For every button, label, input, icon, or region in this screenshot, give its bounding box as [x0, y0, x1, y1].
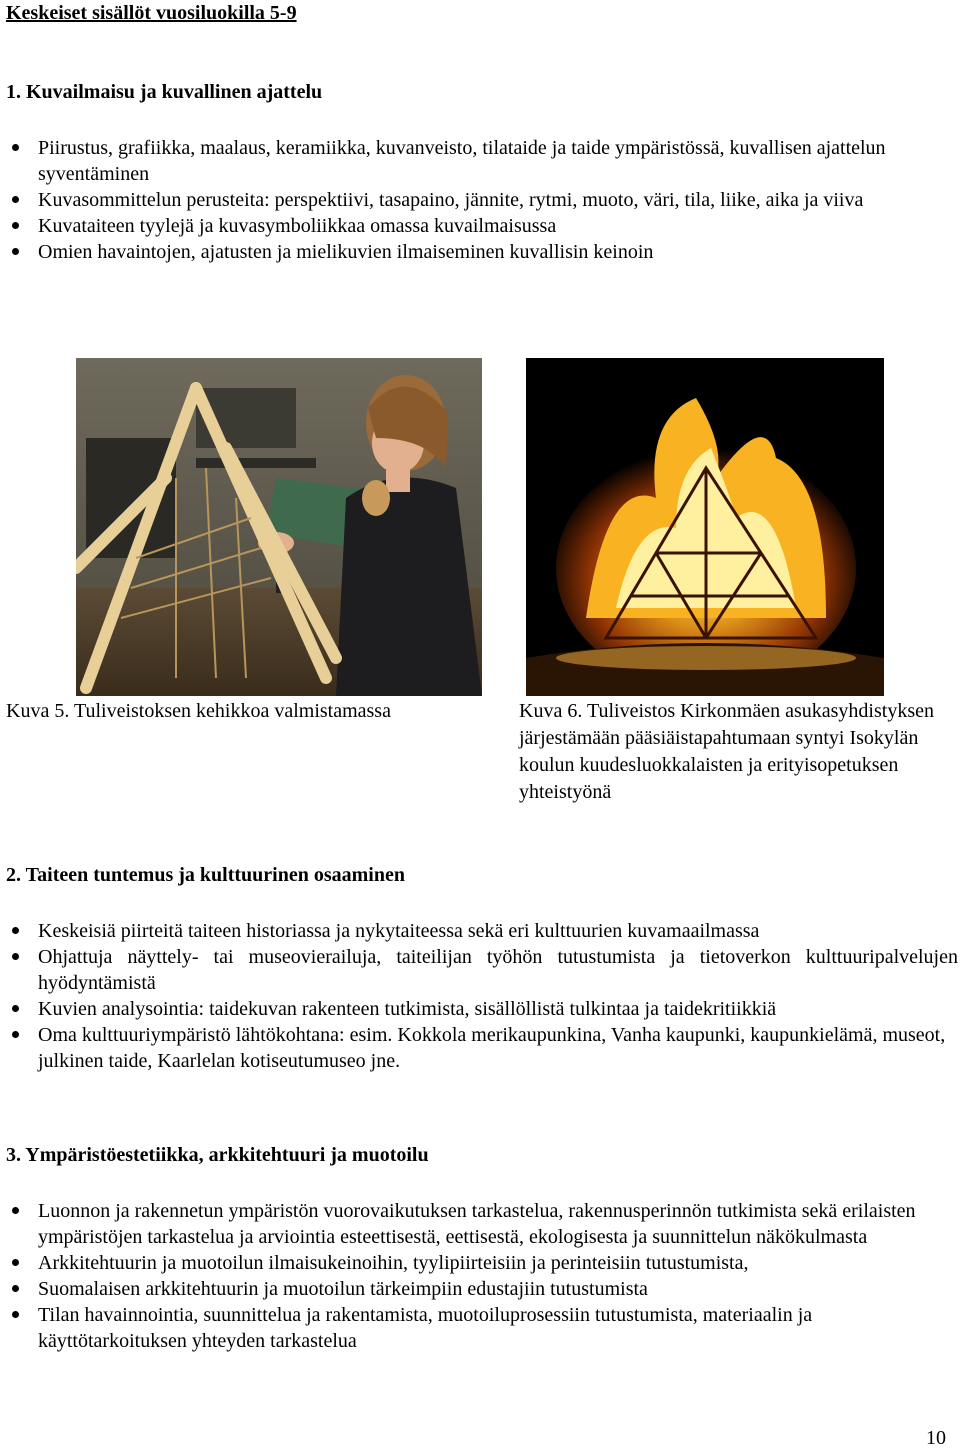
list-item: Suomalaisen arkkitehtuurin ja muotoilun tärkeimpiin edustajiin tutustumista [6, 1276, 946, 1302]
photo-kuva-5 [76, 358, 482, 696]
section-2-heading: 2. Taiteen tuntemus ja kulttuurinen osaaminen [6, 864, 405, 886]
section-3-heading: 3. Ympäristöestetiikka, arkkitehtuuri ja muotoilu [6, 1144, 429, 1166]
bullet-icon [12, 1259, 19, 1266]
list-item: Oma kulttuuriympäristö lähtökohtana: esim. Kokkola merikaupunkina, Vanha kaupunki, kaupunkielämä, museot, julkinen taide, Kaarlelan kotiseutumuseo jne. [6, 1022, 958, 1074]
bullet-icon [12, 1285, 19, 1292]
photo-boy-building-frame-icon [76, 358, 482, 696]
bullet-icon [12, 144, 19, 151]
list-item: Tilan havainnointia, suunnittelua ja rakentamista, muotoiluprosessiin tutustumista, materiaalin ja käyttötarkoituksen yhteyden tarkastelua [6, 1302, 946, 1354]
bullet-icon [12, 1207, 19, 1214]
page-title: Keskeiset sisällöt vuosiluokilla 5-9 [6, 2, 297, 24]
list-item: Ohjattuja näyttely- tai museovierailuja, taiteilijan työhön tutustumista ja tietoverkon kulttuuripalvelujen hyödyntämistä [6, 944, 958, 996]
section-1-list [6, 135, 956, 265]
list-item: Kuvien analysointia: taidekuvan rakenteen tutkimista, sisällöllistä tulkintaa ja taidekritiikkiä [6, 996, 958, 1022]
list-item: Omien havaintojen, ajatusten ja mielikuvien ilmaiseminen kuvallisin keinoin [6, 239, 956, 265]
section-2-list [6, 918, 958, 1074]
bullet-icon [12, 196, 19, 203]
list-item: Piirustus, grafiikka, maalaus, keramiikka, kuvanveisto, tilataide ja taide ympäristössä, kuvallisen ajattelun syventäminen [6, 135, 956, 187]
caption-kuva-5: Kuva 5. Tuliveistoksen kehikkoa valmistamassa [6, 700, 391, 722]
list-item: Keskeisiä piirteitä taiteen historiassa ja nykytaiteessa sekä eri kulttuurien kuvamaailmassa [6, 918, 958, 944]
bullet-icon [12, 248, 19, 255]
page-number: 10 [926, 1427, 946, 1449]
bullet-icon [12, 1311, 19, 1318]
bullet-icon [12, 1031, 19, 1038]
list-item: Arkkitehtuurin ja muotoilun ilmaisukeinoihin, tyylipiirteisiin ja perinteisiin tutustumista, [6, 1250, 946, 1276]
bullet-icon [12, 222, 19, 229]
list-item: Kuvasommittelun perusteita: perspektiivi, tasapaino, jännite, rytmi, muoto, väri, tila, liike, aika ja viiva [6, 187, 956, 213]
photo-burning-pyramid-sculpture-icon [526, 358, 884, 696]
section-1-heading: 1. Kuvailmaisu ja kuvallinen ajattelu [6, 81, 323, 103]
section-3-list [6, 1198, 946, 1354]
list-item: Kuvataiteen tyylejä ja kuvasymboliikkaa omassa kuvailmaisussa [6, 213, 956, 239]
list-item: Luonnon ja rakennetun ympäristön vuorovaikutuksen tarkastelua, rakennusperinnön tutkimista sekä erilaisten ympäristöjen tarkastelua ja arviointia esteettisestä, eettisestä, ekologisesta ja suunnittelun näkökulmasta [6, 1198, 946, 1250]
caption-kuva-6: Kuva 6. Tuliveistos Kirkonmäen asukasyhdistyksen järjestämään pääsiäistapahtumaan syntyi Isokylän koulun kuudesluokkalaisten ja erityisopetuksen yhteistyönä [519, 700, 934, 803]
bullet-icon [12, 1005, 19, 1012]
bullet-icon [12, 927, 19, 934]
bullet-icon [12, 953, 19, 960]
photo-kuva-6 [526, 358, 884, 696]
